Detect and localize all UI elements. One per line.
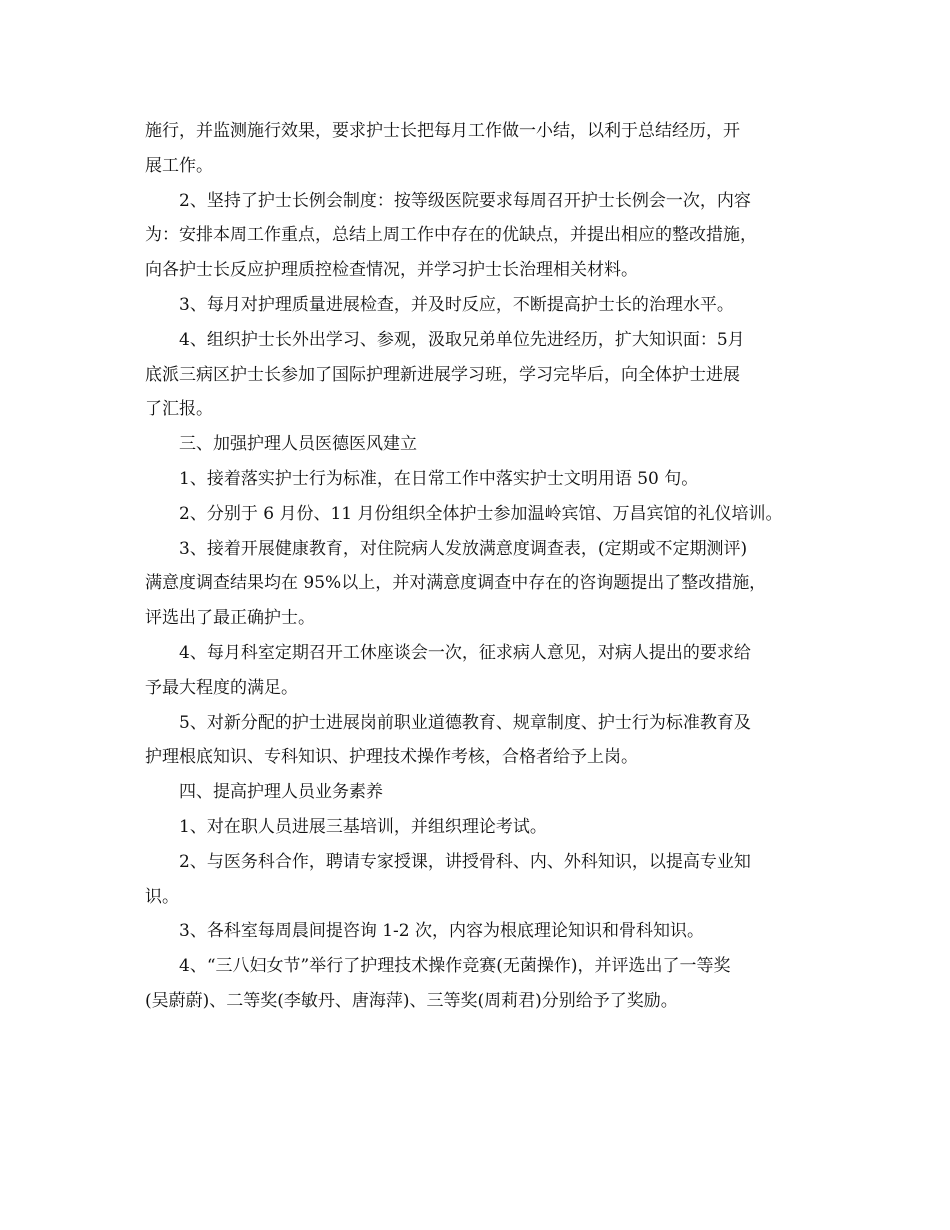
- text-line: 3、每月对护理质量进展检查，并及时反应，不断提高护士长的治理水平。: [179, 294, 734, 315]
- text-line: 1、对在职人员进展三基培训，并组织理论考试。: [179, 816, 547, 837]
- text-line: 施行，并监测施行效果，要求护士长把每月工作做一小结，以利于总结经历，开: [145, 121, 740, 141]
- section-heading: 四、提高护理人员业务素养: [179, 782, 383, 803]
- text-line: 了汇报。: [145, 399, 213, 420]
- text-line: 1、接着落实护士行为标准，在日常工作中落实护士文明用语 50 句。: [179, 468, 699, 489]
- text-line: 2、坚持了护士长例会制度：按等级医院要求每周召开护士长例会一次，内容: [179, 190, 751, 211]
- text-line: 底派三病区护士长参加了国际护理新进展学习班，学习完毕后，向全体护士进展: [145, 364, 740, 385]
- text-line: 3、各科室每周晨间提咨询 1-2 次，内容为根底理论知识和骨科知识。: [179, 921, 704, 942]
- text-line: 识。: [145, 886, 179, 907]
- text-line: 4、组织护士长外出学习、参观，汲取兄弟单位先进经历，扩大知识面：5月: [179, 329, 745, 350]
- text-line: (吴蔚蔚)、二等奖(李敏丹、唐海萍)、三等奖(周莉君)分别给予了奖励。: [145, 990, 678, 1011]
- text-line: 展工作。: [145, 155, 213, 176]
- text-line: 2、分别于 6 月份、11 月份组织全体护士参加温岭宾馆、万昌宾馆的礼仪培训。: [179, 503, 783, 524]
- text-line: 为：安排本周工作重点，总结上周工作中存在的优缺点，并提出相应的整改措施，: [145, 225, 757, 246]
- text-line: 3、接着开展健康教育，对住院病人发放满意度调查表，(定期或不定期测评): [179, 538, 748, 559]
- text-line: 评选出了最正确护士。: [145, 608, 315, 629]
- text-line: 满意度调查结果均在 95%以上，并对满意度调查中存在的咨询题提出了整改措施，: [145, 573, 767, 594]
- text-line: 护理根底知识、专科知识、护理技术操作考核，合格者给予上岗。: [145, 747, 638, 768]
- text-line: 4、每月科室定期召开工休座谈会一次，征求病人意见，对病人提出的要求给: [179, 642, 751, 663]
- text-line: 4、“三八妇女节”举行了护理技术操作竞赛(无菌操作)，并评选出了一等奖: [179, 956, 731, 977]
- text-line: 5、对新分配的护士进展岗前职业道德教育、规章制度、护士行为标准教育及: [179, 712, 751, 733]
- text-line: 予最大程度的满足。: [145, 677, 298, 698]
- text-line: 2、与医务科合作，聘请专家授课，讲授骨科、内、外科知识，以提高专业知: [179, 851, 751, 872]
- text-line: 向各护士长反应护理质控检查情况，并学习护士长治理相关材料。: [145, 260, 638, 281]
- section-heading: 三、加强护理人员医德医风建立: [179, 434, 417, 455]
- document-body: [145, 114, 825, 1019]
